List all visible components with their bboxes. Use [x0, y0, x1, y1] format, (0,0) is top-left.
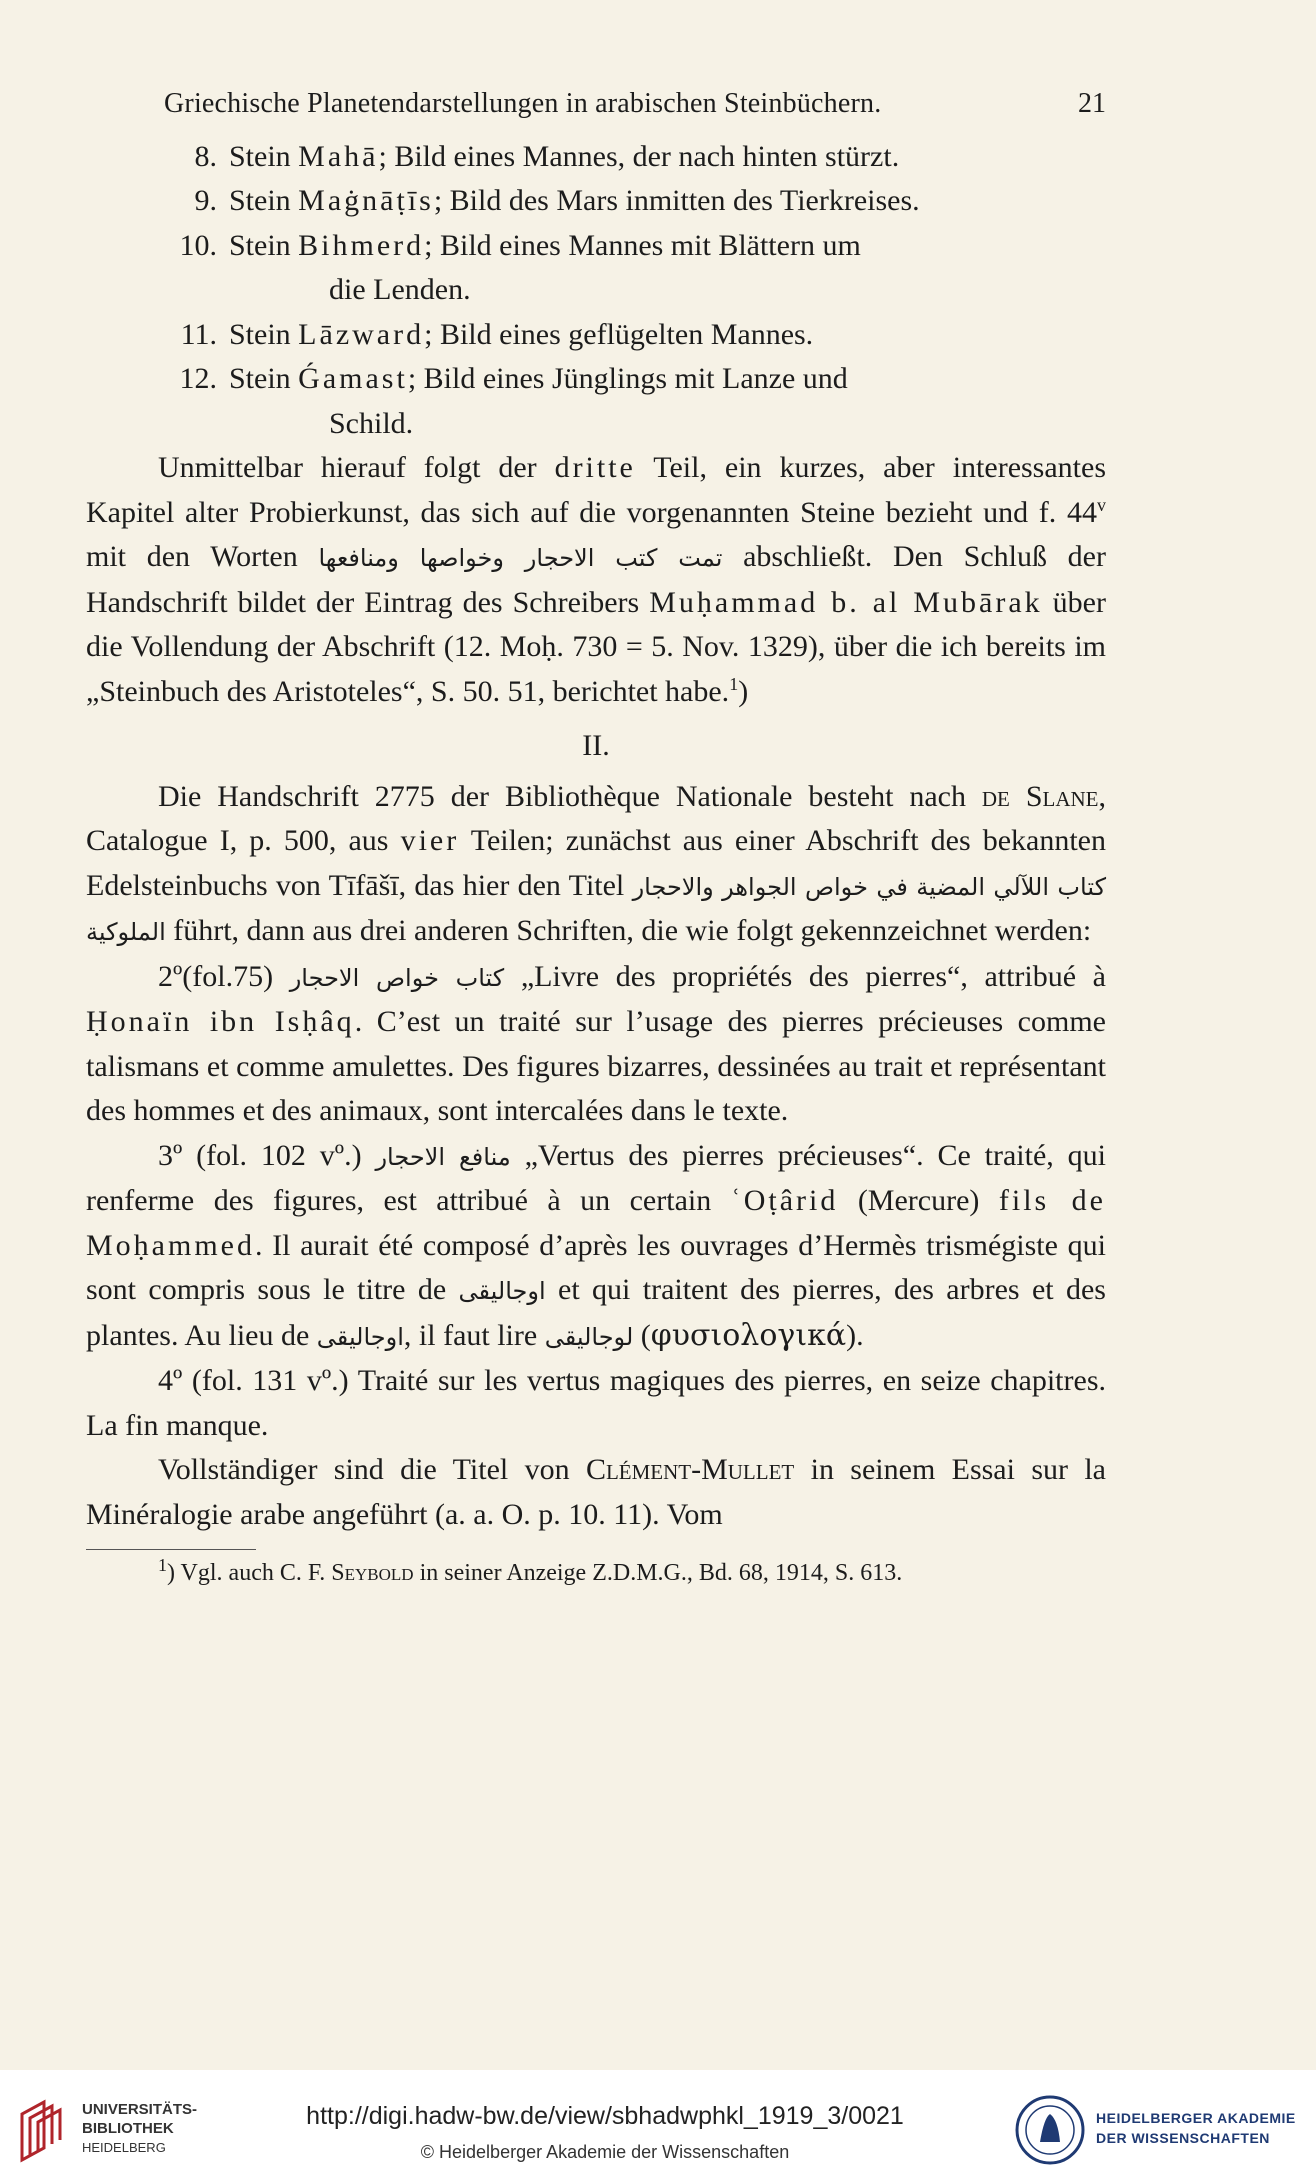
paragraph: 3º (fol. 102 vº.) منافع الاحجار „Vertus des pierres précieuses“. Ce traité, qui renferme des figures, est attribué à un certain ʿOṭârid (Mercure) fils de Moḥammed. Il aurait été composé d’après les ouvrages d’Hermès trismégiste qui sont compris sous le titre de اوجاليقى et qui traitent des pierres, des arbres et des plantes. Au lieu de اوجاليقى, il faut lire لوجاليقى (φυσιολογικά). — [86, 1138, 1106, 1353]
library-logo-icon — [14, 2094, 76, 2166]
footnote: $^1$) Vgl. auch C. F. Seybold in seiner Anzeige Z.D.M.G., Bd. 68, 1914, S. 613. — [158, 1555, 903, 1586]
arabic-text: اوجاليقى — [316, 1322, 404, 1351]
greek-text: φυσιολογικά — [650, 1317, 847, 1353]
academy-seal-icon — [1014, 2094, 1086, 2166]
list-item: 12. Stein Ǵamast; Bild eines Jünglings mit Lanze und Schild. — [179, 362, 848, 440]
paragraph: Unmittelbar hierauf folgt der dritte Teil, ein kurzes, aber interessantes Kapitel alter Probierkunst, das sich auf die vorgenannten Steine bezieht und f. 44$^v$ mit den Worten تمت كتب الاحجار وخواصها ومنافعها abschließt. Den Schluß der Handschrift bildet der Eintrag des Schreibers Muḥammad b. al Mubārak über die Vollendung der Abschrift (12. Moḥ. 730 = 5. Nov. 1329), über die ich bereits im „Steinbuch des Aristoteles“, S. 50. 51, berichtet habe.$^1$) — [86, 451, 1106, 708]
arabic-text: كتاب اللآلي المضية في خواص الجواهر والاحجار الملوكية — [86, 872, 1107, 946]
page-number: 21 — [1078, 88, 1106, 119]
paragraph: 2º(fol.75) كتاب خواص الاحجار „Livre des propriétés des pierres“, attribué à Ḥonaïn ibn Isḥâq. C’est un traité sur l’usage des pierres précieuses comme talismans et comme amulettes. Des figures bizarres, dessinées au trait et représentant des hommes et des animaux, sont intercalées dans le texte. — [86, 959, 1106, 1127]
list-item: 11. Stein Lāzward; Bild eines geflügelten Mannes. — [180, 317, 814, 351]
academy-name: HEIDELBERGER AKADEMIE DER WISSENSCHAFTEN — [1096, 2110, 1296, 2146]
arabic-text: كتاب خواص الاحجار — [289, 963, 505, 992]
running-title: Griechische Planetendarstellungen in arabischen Steinbüchern. — [164, 88, 882, 119]
arabic-text: منافع الاحجار — [375, 1142, 511, 1171]
footnote-ref: 1 — [729, 673, 739, 694]
paragraph: Vollständiger sind die Titel von Clément-Mullet in seinem Essai sur la Minéralogie arabe angeführt (a. a. O. p. 10. 11). Vom — [86, 1453, 1106, 1531]
paragraph: Die Handschrift 2775 der Bibliothèque Nationale besteht nach de Slane, Catalogue I, p. 500, aus vier Teilen; zunächst aus einer Abschrift des bekannten Edelsteinbuchs von Tīfāšī, das hier den Titel كتاب اللآلي المضية في خواص الجواهر والاحجار الملوكية führt, dann aus drei anderen Schriften, die wie folgt gekennzeichnet werden: — [86, 779, 1107, 947]
section-heading: II. — [582, 729, 610, 762]
library-name: UNIVERSITÄTS- BIBLIOTHEK HEIDELBERG — [82, 2101, 198, 2155]
viewer-footer — [0, 2088, 1316, 2180]
footnote-divider — [86, 1549, 256, 1550]
copyright-notice: © Heidelberger Akademie der Wissenschaften — [420, 2142, 790, 2162]
list-item: 9. Stein Maġnāṭīs; Bild des Mars inmitten des Tierkreises. — [194, 184, 920, 217]
list-item: 10. Stein Bihmerd; Bild eines Mannes mit Blättern um die Lenden. — [179, 228, 861, 306]
list-item: 8. Stein Mahā; Bild eines Mannes, der nach hinten stürzt. — [194, 139, 900, 173]
arabic-text: اوجاليقى — [458, 1277, 546, 1305]
arabic-text: لوجاليقى — [544, 1322, 634, 1351]
running-header — [164, 82, 1106, 127]
arabic-text: تمت كتب الاحجار وخواصها ومنافعها — [318, 544, 723, 572]
page-text — [86, 82, 1106, 1590]
page-url-link[interactable]: http://digi.hadw-bw.de/view/sbhadwphkl_1919_3/0021 — [306, 2102, 904, 2130]
paragraph: 4º (fol. 131 vº.) Traité sur les vertus magiques des pierres, en seize chapitres. La fin manque. — [86, 1364, 1106, 1442]
